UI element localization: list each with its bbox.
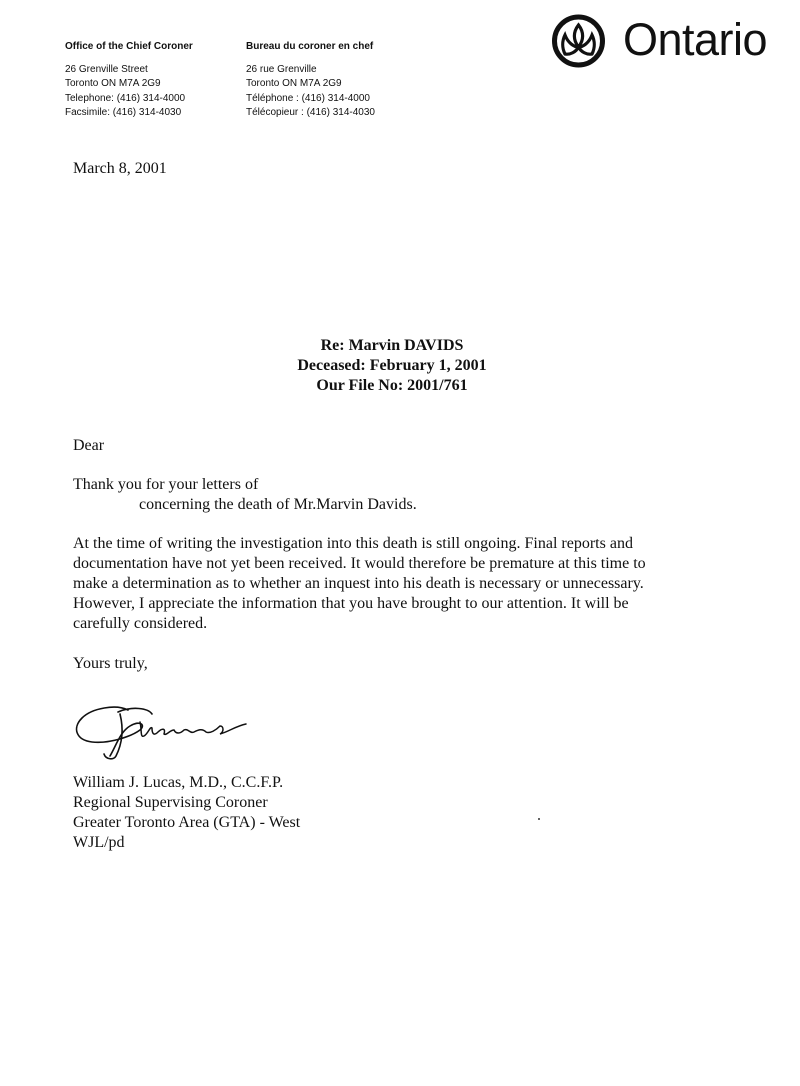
paragraph-investigation-line-4: However, I appreciate the information that you have brought to our attention. It will be <box>73 595 629 612</box>
re-block <box>0 336 784 396</box>
ontario-logo <box>551 14 791 68</box>
re-subject: Re: Marvin DAVIDS <box>320 337 464 354</box>
signatory-block <box>73 773 300 853</box>
paragraph-investigation-line-3: make a determination as to whether an inquest into his death is necessary or unnecessary. <box>73 575 644 592</box>
closing: Yours truly, <box>73 655 148 672</box>
office-name-french: Bureau du coroner en chef <box>246 41 374 52</box>
reference-initials: WJL/pd <box>73 834 125 851</box>
handwritten-signature <box>70 700 260 762</box>
facsimile-french: Télécopieur : (416) 314-4030 <box>246 107 375 118</box>
paragraph-thanks-line-2: concerning the death of Mr.Marvin Davids. <box>139 496 417 513</box>
paragraph-thanks-line-1: Thank you for your letters of <box>73 476 259 493</box>
paragraph-investigation-line-1: At the time of writing the investigation into this death is still ongoing. Final reports and <box>73 535 633 552</box>
telephone-english: Telephone: (416) 314-4000 <box>65 92 186 104</box>
city-postal-english: Toronto ON M7A 2G9 <box>65 78 161 89</box>
letter-date: March 8, 2001 <box>73 160 167 177</box>
paragraph-investigation <box>73 534 713 634</box>
street-address-french: 26 rue Grenville <box>246 63 317 75</box>
signatory-name: William J. Lucas, M.D., C.C.F.P. <box>73 774 284 791</box>
paragraph-thanks <box>73 475 417 515</box>
signatory-region: Greater Toronto Area (GTA) - West <box>73 814 301 831</box>
street-address-english: 26 Grenville Street <box>65 63 148 75</box>
signatory-title: Regional Supervising Coroner <box>73 794 268 811</box>
telephone-french: Téléphone : (416) 314-4000 <box>246 92 370 104</box>
ontario-wordmark: Ontario <box>623 14 768 65</box>
facsimile-english: Facsimile: (416) 314-4030 <box>65 107 182 118</box>
re-deceased-date: Deceased: February 1, 2001 <box>297 357 487 374</box>
city-postal-french: Toronto ON M7A 2G9 <box>246 78 342 89</box>
ontario-trillium-icon <box>551 14 606 68</box>
paragraph-investigation-line-5: carefully considered. <box>73 615 208 632</box>
re-file-number: Our File No: 2001/761 <box>316 377 468 394</box>
office-name-english: Office of the Chief Coroner <box>65 41 193 52</box>
salutation: Dear <box>73 437 105 454</box>
scan-speck <box>538 818 540 820</box>
letterhead-english <box>65 40 193 121</box>
paragraph-investigation-line-2: documentation have not yet been received. It would therefore be premature at this time to <box>73 555 646 572</box>
letterhead-french <box>246 40 375 121</box>
